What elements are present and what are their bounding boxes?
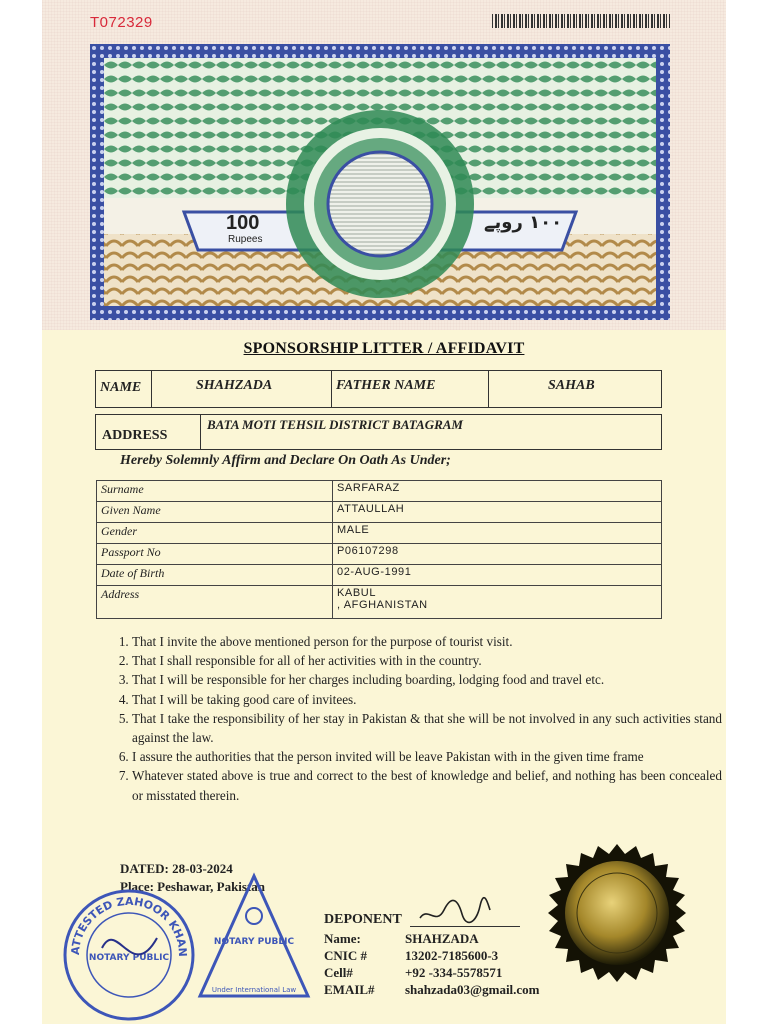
name-divider-2 (331, 370, 332, 408)
affidavit-clauses (92, 632, 722, 805)
row-value: MALE (333, 523, 662, 544)
deponent-cnic-value: 13202-7185600-3 (405, 948, 499, 963)
deponent-name-label: Name: (324, 931, 361, 946)
deponent-email-value: shahzada03@gmail.com (405, 982, 540, 997)
father-name-label: FATHER NAME (336, 378, 436, 393)
deponent-heading: DEPONENT (324, 912, 402, 927)
round-stamp-center: NOTARY PUBLIC (88, 953, 170, 963)
row-value: ATTAULLAH (333, 502, 662, 523)
denomination-value: 100 (226, 212, 260, 234)
address-line-1: KABUL (337, 587, 377, 599)
clause-item: 6. I assure the authorities that the person invited will be leave Pakistan with in the given time frame (132, 747, 722, 766)
clause-item: 2. That I shall responsible for all of her activities with in the country. (132, 651, 722, 670)
deponent-signature (418, 896, 492, 935)
deponent-email-label: EMAIL# (324, 982, 375, 997)
serial-number: T072329 (90, 14, 153, 31)
table-row (97, 523, 662, 544)
table-row (97, 544, 662, 565)
row-label: Date of Birth (97, 565, 333, 586)
triangle-stamp-bottom: Under International Law (211, 986, 297, 994)
address-line-2: , AFGHANISTAN (337, 599, 428, 611)
declaration-text: Hereby Solemnly Affirm and Declare On Oath As Under; (120, 453, 451, 468)
address-value: BATA MOTI TEHSIL DISTRICT BATAGRAM (207, 417, 463, 432)
row-value (333, 586, 662, 619)
table-row (97, 586, 662, 619)
name-value: SHAHZADA (196, 378, 273, 393)
clause-item: 3. That I will be responsible for her charges including boarding, lodging food and travel etc. (132, 670, 722, 689)
gold-seal (546, 842, 688, 989)
address-label: ADDRESS (102, 428, 168, 443)
father-name-value: SAHAB (548, 378, 595, 393)
row-value: P06107298 (333, 544, 662, 565)
row-label: Address (97, 586, 333, 619)
round-stamp-text: ATTESTED ZAHOOR KHAN (68, 894, 190, 958)
row-label: Gender (97, 523, 333, 544)
table-row (97, 565, 662, 586)
attestation-stamp (62, 888, 196, 1027)
deponent-cell-value: +92 -334-5578571 (405, 965, 503, 980)
clause-item: 4. That I will be taking good care of invitees. (132, 690, 722, 709)
barcode (492, 14, 670, 28)
clause-item: 1. That I invite the above mentioned person for the purpose of tourist visit. (132, 632, 722, 651)
notary-triangle-stamp (196, 872, 312, 1007)
denomination-urdu: ١٠٠ روپے (484, 212, 563, 233)
row-label: Surname (97, 481, 333, 502)
row-label: Given Name (97, 502, 333, 523)
row-value: 02-AUG-1991 (333, 565, 662, 586)
stamp-ornament (90, 44, 670, 320)
invitee-details-table (96, 480, 662, 619)
denomination-unit: Rupees (228, 234, 263, 245)
clause-item: 5. That I take the responsibility of her stay in Pakistan & that she will be not involved in any such activities stand against the law. (132, 709, 722, 747)
row-label: Passport No (97, 544, 333, 565)
name-divider-1 (151, 370, 152, 408)
row-value: SARFARAZ (333, 481, 662, 502)
deponent-cnic-label: CNIC # (324, 948, 367, 963)
triangle-stamp-top: NOTARY PUBLIC (213, 937, 295, 947)
document-title: SPONSORSHIP LITTER / AFFIDAVIT (243, 340, 525, 357)
deponent-name-value: SHAHZADA (405, 931, 479, 946)
name-divider-3 (488, 370, 489, 408)
table-row (97, 502, 662, 523)
table-row (97, 481, 662, 502)
name-label: NAME (100, 380, 142, 395)
deponent-cell-label: Cell# (324, 965, 353, 980)
dated-line: DATED: 28-03-2024 (120, 861, 233, 876)
address-divider (200, 414, 201, 450)
place-line: Place: Peshawar, Pakistan (120, 879, 266, 894)
clause-item: 7. Whatever stated above is true and correct to the best of knowledge and belief, and nothing has been concealed or misstated therein. (132, 766, 722, 804)
